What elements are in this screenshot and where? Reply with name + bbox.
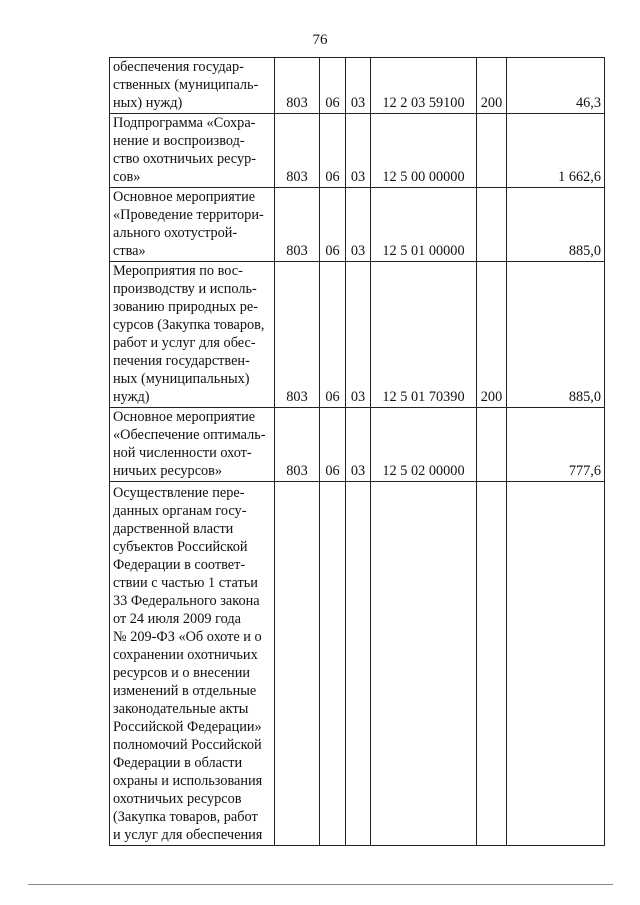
row-gr: 803 xyxy=(275,262,320,408)
row-vr xyxy=(477,408,507,482)
row-rz: 06 xyxy=(320,408,346,482)
row-gr: 803 xyxy=(275,114,320,188)
row-rz xyxy=(320,482,346,846)
row-sum: 885,0 xyxy=(507,188,605,262)
row-gr: 803 xyxy=(275,408,320,482)
row-pr: 03 xyxy=(346,114,371,188)
row-csr: 12 5 00 00000 xyxy=(371,114,477,188)
row-gr: 803 xyxy=(275,188,320,262)
row-name: Основное мероприятие «Проведение территори- ального охотустрой- ства» xyxy=(110,188,275,262)
row-sum: 885,0 xyxy=(507,262,605,408)
row-pr: 03 xyxy=(346,408,371,482)
row-sum xyxy=(507,482,605,846)
table-row xyxy=(110,482,605,846)
page-number: 76 xyxy=(312,32,328,48)
row-vr: 200 xyxy=(477,262,507,408)
row-vr xyxy=(477,114,507,188)
row-pr: 03 xyxy=(346,188,371,262)
row-gr xyxy=(275,482,320,846)
row-vr: 200 xyxy=(477,58,507,114)
budget-table xyxy=(109,57,605,846)
row-pr: 03 xyxy=(346,262,371,408)
row-sum: 777,6 xyxy=(507,408,605,482)
row-name: Основное мероприятие «Обеспечение оптималь- ной численности охот- ничьих ресурсов» xyxy=(110,408,275,482)
row-rz: 06 xyxy=(320,114,346,188)
row-csr: 12 5 01 00000 xyxy=(371,188,477,262)
page-bottom-rule xyxy=(28,884,613,885)
table-row xyxy=(110,408,605,482)
row-name: обеспечения государ- ственных (муниципаль- ных) нужд) xyxy=(110,58,275,114)
row-rz: 06 xyxy=(320,262,346,408)
row-name: Осуществление пере- данных органам госу- дарственной власти субъектов Российской Федерации в соответ- ствии с частью 1 статьи 33 Федерального закона от 24 июля 2009 года № 209-ФЗ «Об охоте и о сохранении охотничьих ресурсов и о внесении изменений в отдельные законодательные акты Российской Федерации» полномочий Российской Федерации в области охраны и использования охотничьих ресурсов (Закупка товаров, работ и услуг для обеспечения xyxy=(110,482,275,846)
row-gr: 803 xyxy=(275,58,320,114)
row-name: Подпрограмма «Сохра- нение и воспроизвод- ство охотничьих ресур- сов» xyxy=(110,114,275,188)
row-csr xyxy=(371,482,477,846)
table-row xyxy=(110,58,605,114)
row-name: Мероприятия по вос- производству и исполь- зованию природных ре- сурсов (Закупка товаров, работ и услуг для обес- печения государствен- ных (муниципальных) нужд) xyxy=(110,262,275,408)
table-row xyxy=(110,188,605,262)
row-vr xyxy=(477,482,507,846)
row-pr: 03 xyxy=(346,58,371,114)
row-vr xyxy=(477,188,507,262)
row-rz: 06 xyxy=(320,188,346,262)
table-row xyxy=(110,114,605,188)
row-csr: 12 2 03 59100 xyxy=(371,58,477,114)
row-csr: 12 5 02 00000 xyxy=(371,408,477,482)
row-sum: 1 662,6 xyxy=(507,114,605,188)
table-row xyxy=(110,262,605,408)
row-rz: 06 xyxy=(320,58,346,114)
row-pr xyxy=(346,482,371,846)
row-csr: 12 5 01 70390 xyxy=(371,262,477,408)
row-sum: 46,3 xyxy=(507,58,605,114)
